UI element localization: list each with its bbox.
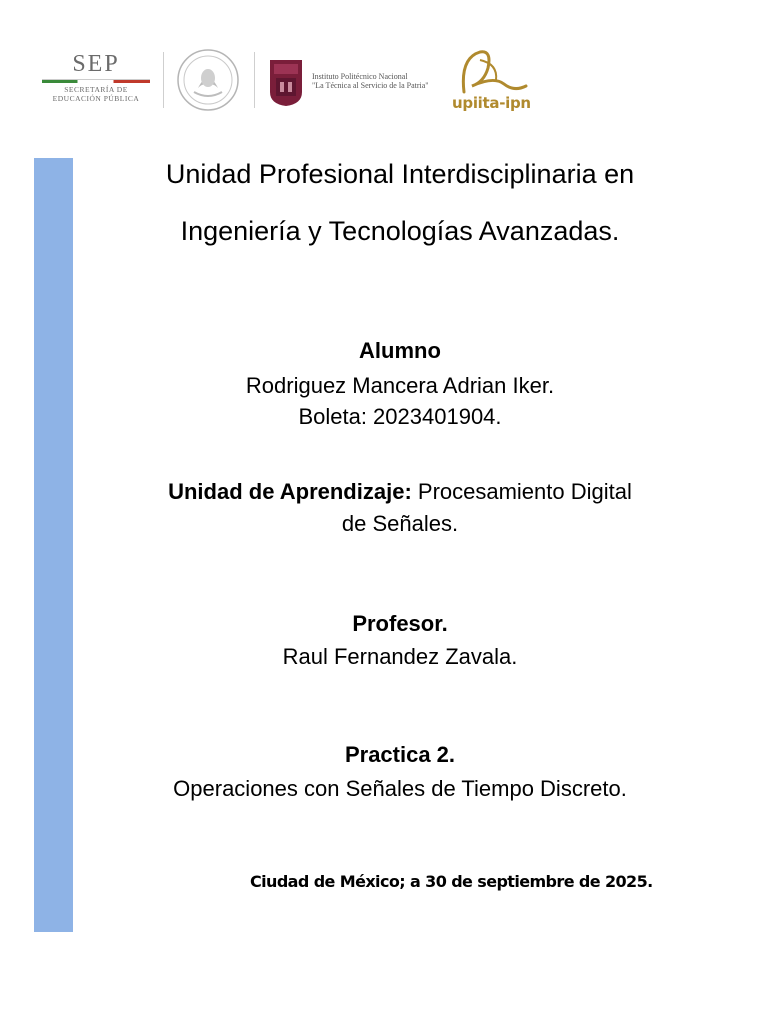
student-id: Boleta: 2023401904.	[298, 404, 502, 429]
ipn-logo-icon	[266, 56, 306, 108]
logo-divider	[254, 52, 255, 108]
course-line-2: de Señales.	[341, 511, 459, 536]
sep-logo-word: SEP	[72, 51, 120, 77]
logo-divider	[163, 52, 164, 108]
sep-logo-line2: EDUCACIÓN PÚBLICA	[52, 94, 140, 103]
sep-logo	[40, 52, 152, 108]
professor-name: Raul Fernandez Zavala.	[282, 644, 518, 669]
practice-heading: Practica 2.	[344, 742, 456, 767]
student-name: Rodriguez Mancera Adrian Iker.	[245, 373, 555, 398]
mexico-seal-icon	[176, 48, 240, 112]
practice-title: Operaciones con Señales de Tiempo Discreto.	[173, 776, 627, 801]
ipn-text-line1: Instituto Politécnico Nacional	[312, 72, 408, 81]
title-line-2: Ingeniería y Tecnologías Avanzadas.	[180, 216, 620, 246]
sep-logo-line1: SECRETARÍA DE	[64, 85, 128, 94]
professor-heading: Profesor.	[352, 611, 448, 636]
sep-logo-rule	[42, 79, 150, 83]
course-value: Procesamiento Digital	[417, 479, 632, 504]
title-line-1: Unidad Profesional Interdisciplinaria en	[165, 159, 635, 189]
upiita-logo-word: upiita-ipn	[452, 94, 531, 112]
header-logos	[0, 0, 768, 140]
ipn-text	[312, 72, 429, 90]
course-line-1	[90, 479, 710, 505]
date-line: Ciudad de México; a 30 de septiembre de 2025.	[250, 872, 653, 891]
course-label: Unidad de Aprendizaje:	[168, 479, 412, 504]
sidebar-accent-bar	[34, 158, 73, 932]
student-heading: Alumno	[359, 338, 441, 363]
ipn-text-line2: "La Técnica al Servicio de la Patria"	[312, 81, 429, 90]
